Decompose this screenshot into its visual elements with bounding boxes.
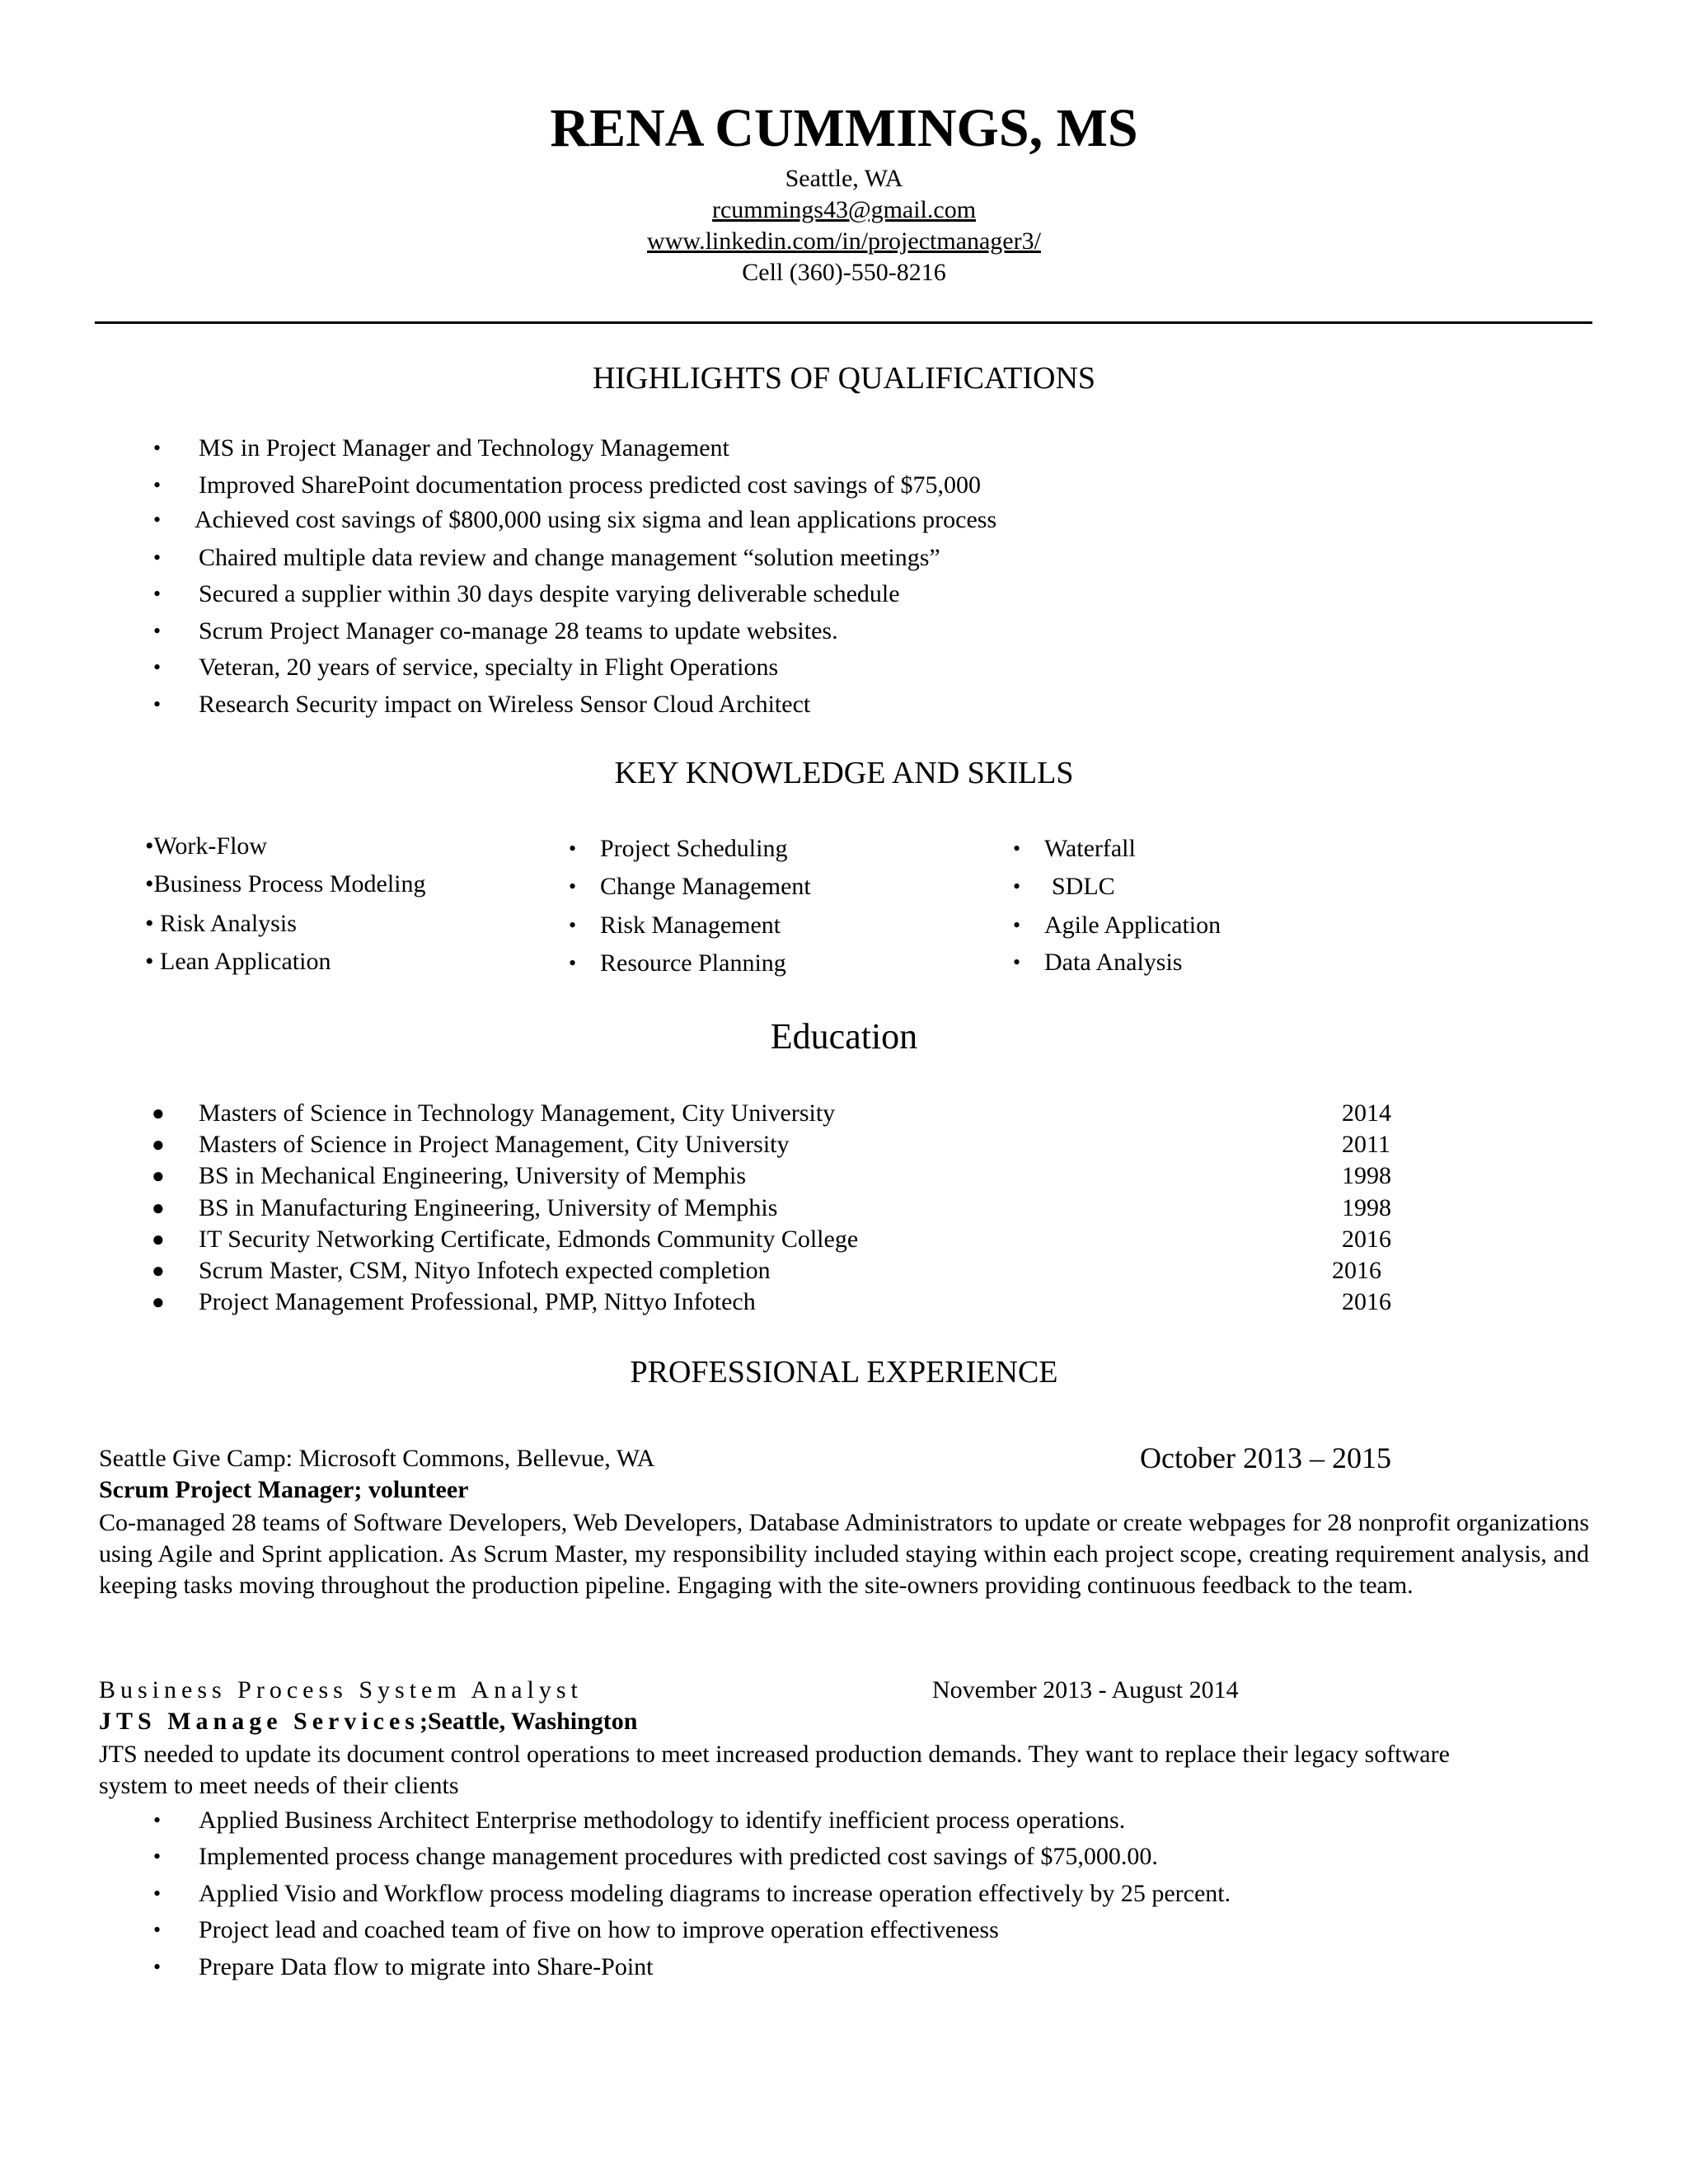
qualification-item: Veteran, 20 years of service, specialty in Flight Operations <box>199 654 779 681</box>
bullet-icon: • <box>153 436 162 460</box>
qualification-item: Research Security impact on Wireless Sensor Cloud Architect <box>199 691 811 718</box>
linkedin-link-wrap <box>0 226 1688 257</box>
education-item: BS in Mechanical Engineering, University of Memphis <box>199 1162 747 1189</box>
job2-dates: November 2013 - August 2014 <box>932 1676 1239 1704</box>
qualification-item: Secured a supplier within 30 days despite varying deliverable schedule <box>199 580 900 607</box>
bullet-icon: ● <box>152 1258 165 1282</box>
skill-item: • Risk Analysis <box>145 910 297 937</box>
qualification-item: Improved SharePoint documentation process predicted cost savings of $75,000 <box>199 471 981 499</box>
bullet-icon: • <box>1013 913 1021 937</box>
education-year: 2011 <box>1342 1131 1390 1158</box>
education-heading: Education <box>770 1016 918 1057</box>
education-item: IT Security Networking Certificate, Edmonds Community College <box>199 1226 859 1253</box>
job1-dates: October 2013 – 2015 <box>1140 1441 1391 1474</box>
qualification-item: Chaired multiple data review and change management “solution meetings” <box>199 544 940 571</box>
bullet-icon: • <box>153 508 162 532</box>
skill-item: Change Management <box>600 873 811 900</box>
skill-item: •Business Process Modeling <box>145 870 426 898</box>
qualification-item: Achieved cost savings of $800,000 using six sigma and lean applications process <box>195 506 997 533</box>
job2-bullet-item: Applied Business Architect Enterprise methodology to identify inefficient process operations. <box>199 1807 1126 1834</box>
education-item: Masters of Science in Project Management, City University <box>199 1131 790 1158</box>
skill-item: Agile Application <box>1044 912 1221 939</box>
job2-company <box>99 1708 637 1736</box>
bullet-icon: ● <box>152 1290 165 1314</box>
bullet-icon: ● <box>152 1101 165 1125</box>
job1-description: Co-managed 28 teams of Software Developers, Web Developers, Database Administrators to update or create webpages for 28 nonprofit organizations using Agile and Sprint application. As Scrum Master, my responsibility included staying within each project scope, creating requirement analysis, and keeping tasks moving throughout the production pipeline. Engaging with the site-owners providing continuous feedback to the team. <box>99 1509 1589 1599</box>
job2-bullet-item: Implemented process change management procedures with predicted cost savings of $75,000.00. <box>199 1843 1158 1870</box>
bullet-icon: • <box>1013 874 1021 898</box>
education-item: Masters of Science in Technology Management, City University <box>199 1099 836 1127</box>
bullet-icon: • <box>153 546 162 569</box>
job1-organization: Seattle Give Camp: Microsoft Commons, Bellevue, WA <box>99 1445 655 1472</box>
bullet-icon: • <box>1013 950 1021 974</box>
qualifications-heading: HIGHLIGHTS OF QUALIFICATIONS <box>592 361 1096 396</box>
bullet-icon: • <box>569 874 577 898</box>
bullet-icon: • <box>153 619 162 643</box>
job2-company-location: ;Seattle, Washington <box>419 1708 638 1735</box>
location: Seattle, WA <box>785 165 903 192</box>
bullet-icon: • <box>153 1808 162 1832</box>
education-year: 1998 <box>1342 1194 1391 1221</box>
job2-bullet-item: Project lead and coached team of five on how to improve operation effectiveness <box>199 1916 999 1943</box>
skill-item: Data Analysis <box>1044 949 1183 976</box>
job2-description: JTS needed to update its document control operations to meet increased production demands. They want to replace their legacy software system to meet needs of their clients <box>99 1741 1450 1799</box>
bullet-icon: • <box>153 582 162 606</box>
bullet-icon: • <box>153 473 162 497</box>
bullet-icon: • <box>569 951 577 975</box>
phone: Cell (360)-550-8216 <box>742 259 946 286</box>
education-year: 1998 <box>1342 1162 1391 1189</box>
skill-item: Resource Planning <box>600 949 786 977</box>
job2-company-name: JTS Manage Services <box>99 1708 420 1735</box>
bullet-icon: • <box>153 692 162 716</box>
job2-role: Business Process System Analyst <box>99 1676 583 1704</box>
bullet-icon: • <box>153 1844 162 1868</box>
candidate-name: RENA CUMMINGS, MS <box>550 98 1138 158</box>
bullet-icon: • <box>153 655 162 679</box>
experience-heading: PROFESSIONAL EXPERIENCE <box>630 1355 1058 1390</box>
bullet-icon: • <box>153 1918 162 1942</box>
job2-bullet-item: Prepare Data flow to migrate into Share-Point <box>199 1953 654 1980</box>
qualification-item: MS in Project Manager and Technology Management <box>199 434 729 462</box>
education-item: Project Management Professional, PMP, Nittyo Infotech <box>199 1288 756 1315</box>
linkedin-link[interactable]: www.linkedin.com/in/projectmanager3/ <box>647 227 1041 255</box>
skill-item: Risk Management <box>600 912 781 939</box>
qualification-item: Scrum Project Manager co-manage 28 teams to update websites. <box>199 617 838 644</box>
header-divider <box>95 321 1592 324</box>
skill-item: SDLC <box>1052 873 1115 900</box>
bullet-icon: • <box>569 837 577 860</box>
education-item: Scrum Master, CSM, Nityo Infotech expected completion <box>199 1257 771 1284</box>
skill-item: Project Scheduling <box>600 835 788 862</box>
education-item: BS in Manufacturing Engineering, University of Memphis <box>199 1194 778 1221</box>
skill-item: Waterfall <box>1044 835 1136 862</box>
skills-heading: KEY KNOWLEDGE AND SKILLS <box>614 756 1074 790</box>
education-year: 2014 <box>1342 1099 1391 1127</box>
bullet-icon: ● <box>152 1164 165 1188</box>
bullet-icon: • <box>569 913 577 937</box>
job1-role: Scrum Project Manager; volunteer <box>99 1476 469 1503</box>
bullet-icon: ● <box>152 1196 165 1220</box>
bullet-icon: ● <box>152 1132 165 1156</box>
skill-item: • Lean Application <box>145 948 331 975</box>
skill-item: •Work-Flow <box>145 832 268 860</box>
bullet-icon: • <box>153 1955 162 1979</box>
education-year: 2016 <box>1342 1288 1391 1315</box>
email-link-wrap <box>0 194 1688 226</box>
job2-bullet-item: Applied Visio and Workflow process modeling diagrams to increase operation effectively by 25 percent. <box>199 1880 1231 1907</box>
education-year: 2016 <box>1332 1257 1381 1284</box>
email-link[interactable]: rcummings43@gmail.com <box>711 196 977 223</box>
education-year: 2016 <box>1342 1226 1391 1253</box>
bullet-icon: • <box>1013 837 1021 860</box>
bullet-icon: • <box>153 1882 162 1905</box>
bullet-icon: ● <box>152 1227 165 1251</box>
